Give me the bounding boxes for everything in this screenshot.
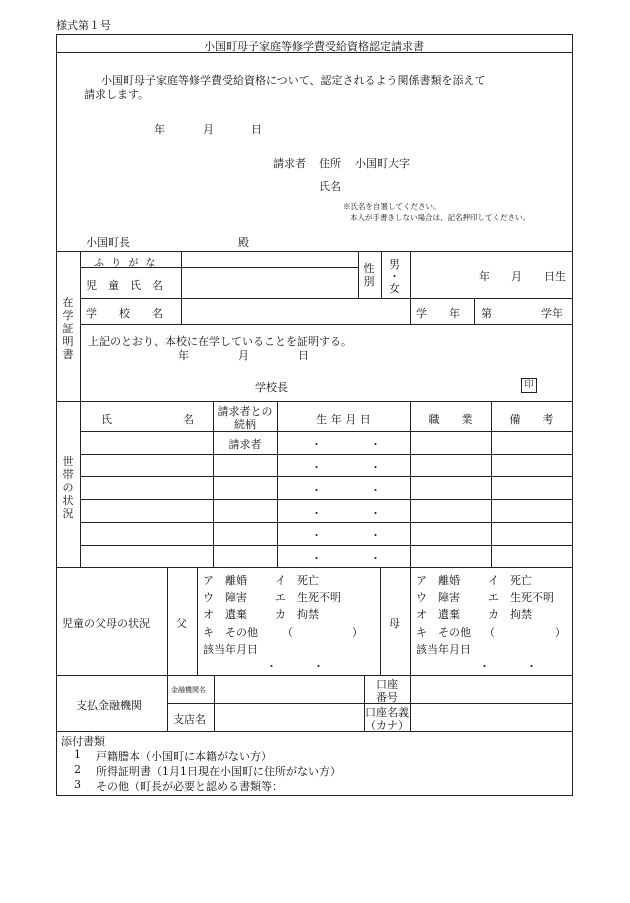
birth-dot: ・ (370, 461, 381, 474)
birth-month-label: 月 (511, 270, 522, 283)
date-day-label: 日 (251, 123, 262, 136)
parents-bottom-line (56, 675, 572, 676)
signature-note-2: 本人が手書きしない場合は、記名押印してください。 (350, 213, 530, 222)
child-bottom-line (80, 298, 572, 299)
birth-dot: ・ (311, 461, 322, 474)
mother-paren-close: ） (555, 626, 566, 639)
father-paren-close: ） (352, 626, 363, 639)
father-label-line (197, 567, 198, 675)
sex-male-option: 男 (389, 258, 400, 271)
birth-dot: ・ (370, 438, 381, 451)
section-label-column-line (80, 251, 81, 567)
cert-top-line (56, 251, 572, 252)
cert-month-label: 月 (238, 349, 249, 362)
addressee-honorific: 殿 (238, 236, 249, 249)
mother-right-line (410, 567, 411, 731)
birth-dot: ・ (370, 529, 381, 542)
grade-label: 学 年 (416, 307, 460, 320)
birth-left-line (410, 251, 411, 324)
attachment-item: 所得証明書（1月1日現在小国町に住所がない方） (96, 765, 341, 778)
household-bottom-line (56, 567, 572, 568)
household-row-line (80, 454, 572, 455)
claimant-label: 請求者 (273, 157, 306, 170)
household-row-line (80, 522, 572, 523)
father-date-dot: ・ (266, 660, 277, 673)
household-row-line (80, 499, 572, 500)
cert-year-label: 年 (178, 349, 189, 362)
col-name-label-2: 名 (183, 413, 194, 426)
row1-relation-value: 請求者 (228, 438, 262, 451)
certification-text: 上記のとおり、本校に在学していることを証明する。 (88, 335, 352, 348)
attachments-title: 添付書類 (61, 735, 105, 748)
branch-label: 支店名 (173, 713, 206, 726)
father-option-abandon: オ 遺棄 (203, 608, 247, 621)
sex-separator: ・ (389, 270, 400, 283)
col-relation-label-1: 請求者との (217, 405, 273, 418)
mother-option-detention: カ 拘禁 (488, 608, 532, 621)
household-section-label: 世帯の状況 (62, 455, 74, 520)
signature-note-1: ※氏名を自署してください。 (343, 202, 441, 211)
mother-date-dot: ・ (526, 660, 537, 673)
bank-bottom-line (56, 731, 572, 732)
father-option-death: イ 死亡 (275, 574, 319, 587)
father-date-dot: ・ (313, 660, 324, 673)
birth-dot: ・ (311, 438, 322, 451)
request-text-line1: 小国町母子家庭等修学費受給資格について、認定されるよう関係書類を添えて (101, 74, 486, 87)
institution-label: 金融機関名 (171, 686, 206, 694)
mother-option-abandon: オ 遺棄 (416, 608, 460, 621)
col-relation-label-2: 続柄 (234, 418, 256, 431)
birth-dot: ・ (311, 552, 322, 565)
mother-left-line (380, 567, 381, 675)
household-row-line (80, 476, 572, 477)
mother-date-dot: ・ (479, 660, 490, 673)
grade-year-label: 学年 (541, 307, 563, 320)
furigana-label: ふ り が な (94, 258, 158, 269)
attachment-no: 1 (74, 748, 81, 761)
cert-day-label: 日 (298, 349, 309, 362)
sex-label: 性別 (363, 262, 375, 288)
mother-option-missing: エ 生死不明 (488, 591, 554, 604)
col-remarks-label: 備 考 (509, 413, 554, 426)
mother-label: 母 (389, 617, 400, 630)
mother-option-death: イ 死亡 (488, 574, 532, 587)
mother-paren-open: （ (484, 626, 495, 639)
birth-year-label: 年 (479, 270, 490, 283)
date-year-label: 年 (154, 123, 165, 136)
principal-seal (521, 378, 537, 393)
mother-option-divorce: ア 離婚 (416, 574, 460, 587)
sex-middle-line (381, 251, 382, 298)
school-cert-section-label: 在学証明書 (62, 296, 74, 361)
school-bottom-line (80, 324, 572, 325)
form-number: 様式第１号 (56, 19, 111, 32)
child-name-label: 児 童 氏 名 (86, 279, 163, 292)
address-value: 小国町大字 (355, 157, 410, 170)
grade-no-label: 第 (481, 307, 492, 320)
name-label: 氏名 (319, 180, 341, 193)
parents-status-label: 児童の父母の状況 (62, 617, 150, 630)
household-row-line (80, 545, 572, 546)
col-name-label-1: 氏 (101, 413, 112, 426)
cert-bottom-line (56, 401, 572, 402)
birth-dot: ・ (370, 552, 381, 565)
account-name-label-1: 口座名義 (365, 706, 409, 719)
addressee-name: 小国町長 (86, 236, 130, 249)
sex-left-line (358, 251, 359, 298)
sex-female-option: 女 (389, 282, 400, 295)
request-text-line2: 請求します。 (84, 88, 150, 101)
bank-label: 支払金融機関 (76, 699, 142, 712)
cert-label-column-line (181, 251, 182, 324)
birth-dot: ・ (370, 507, 381, 520)
mother-option-other: キ その他 (416, 626, 471, 639)
attachment-item: 戸籍謄本（小国町に本籍がない方） (96, 750, 272, 763)
col-job-label: 職 業 (428, 413, 473, 426)
date-month-label: 月 (203, 123, 214, 136)
father-label: 父 (176, 617, 187, 630)
attachment-item: その他（町長が必要と認める書類等： (96, 780, 283, 793)
father-option-disability: ウ 障害 (203, 591, 247, 604)
mother-date-label: 該当年月日 (416, 643, 471, 656)
birth-dot: ・ (311, 529, 322, 542)
father-option-divorce: ア 離婚 (203, 574, 247, 587)
account-number-label-2: 番号 (376, 691, 398, 704)
col-birth-label: 生 年 月 日 (316, 413, 371, 426)
father-date-label: 該当年月日 (203, 643, 258, 656)
form-title: 小国町母子家庭等修学費受給資格認定請求書 (204, 40, 424, 53)
father-paren-open: （ (282, 626, 293, 639)
attachment-no: 3 (74, 778, 81, 791)
birth-dot: ・ (370, 484, 381, 497)
household-header-line (80, 431, 572, 432)
father-option-missing: エ 生死不明 (275, 591, 341, 604)
account-name-label-2: （カナ） (365, 719, 409, 732)
bank-inst-line (214, 675, 215, 731)
mother-option-disability: ウ 障害 (416, 591, 460, 604)
principal-label: 学校長 (255, 381, 288, 394)
birth-dot: ・ (311, 507, 322, 520)
father-option-other: キ その他 (203, 626, 258, 639)
birth-day-label: 日生 (544, 270, 566, 283)
attachment-no: 2 (74, 763, 81, 776)
birth-dot: ・ (311, 484, 322, 497)
seal-label: 印 (524, 380, 534, 390)
account-number-label-1: 口座 (376, 678, 398, 691)
address-label: 住所 (319, 157, 341, 170)
parents-label-line (167, 567, 168, 731)
grade-divider-line (474, 298, 475, 324)
father-option-detention: カ 拘禁 (275, 608, 319, 621)
school-name-label: 学 校 名 (86, 307, 163, 320)
